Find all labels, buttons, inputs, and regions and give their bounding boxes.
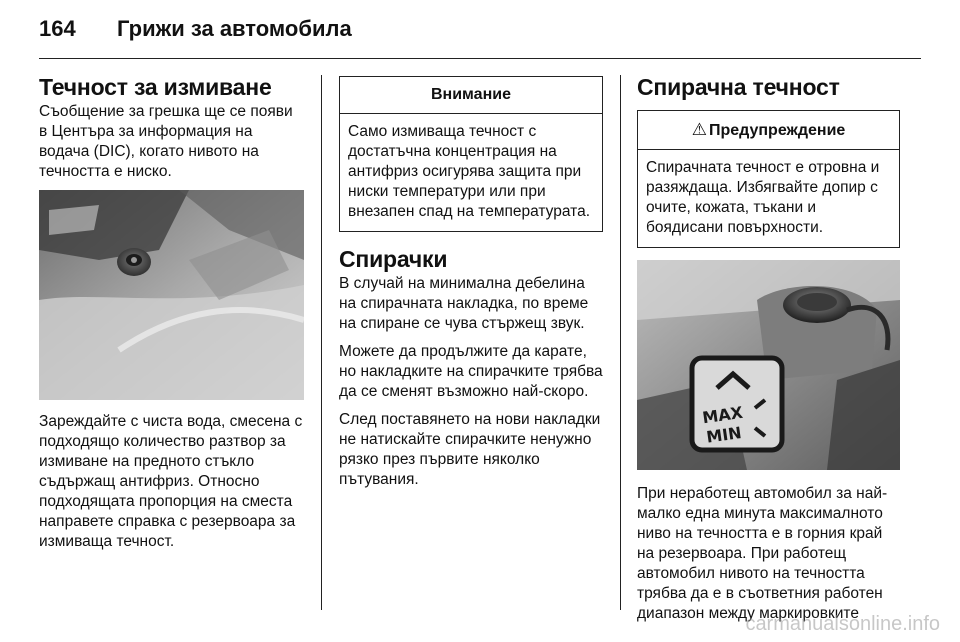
notice-title: Внимание <box>340 77 602 114</box>
brake-fluid-body: При неработещ автомобил за най-малко една минута максималното ниво на течността е в горния край на резервоара. При работещ автомобил нивото на течността трябва да е в съответния работен диапазон между маркировките <box>637 485 888 622</box>
washer-reservoir-cap-photo <box>39 190 304 400</box>
column-brake-fluid <box>637 72 900 624</box>
chapter-title: Грижи за автомобила <box>117 16 352 41</box>
washer-reservoir-photo <box>39 190 304 400</box>
column-washer-fluid <box>39 72 304 552</box>
min-label: MIN <box>705 423 743 447</box>
brakes-paragraph-2: Можете да продължите да карате, но накладките на спирачките трябва да се сменят възможно най-скоро. <box>339 343 603 400</box>
header-rule <box>39 58 921 59</box>
column-brakes <box>339 76 603 490</box>
brakes-heading: Спирачки <box>339 246 448 272</box>
washer-fluid-body: Зареждайте с чиста вода, смесена с подходящо количество разтвор за измиване на предното стъкло съдържащ антифриз. Относно подходящата пропорция на сместа направете справка с резервоара за измиваща течност. <box>39 413 303 550</box>
watermark: carmanualsonline.info <box>745 613 940 635</box>
warning-title: Предупреждение <box>708 122 846 139</box>
brake-fluid-photo <box>637 260 900 470</box>
notice-body: Само измиваща течност с достатъчна концентрация на антифриз осигурява защита при ниски температури или при внезапен спад на температурата. <box>348 123 590 220</box>
brake-fluid-reservoir-photo <box>637 260 900 470</box>
washer-fluid-heading: Течност за измиване <box>39 74 272 100</box>
washer-fluid-intro: Съобщение за грешка ще се появи в Центъра за информация на водача (DIC), когато нивото на течността е ниско. <box>39 103 293 180</box>
brake-fluid-heading: Спирачна течност <box>637 74 840 100</box>
warning-triangle-icon: ⚠ <box>691 120 707 139</box>
notice-box <box>339 76 603 232</box>
page-number: 164 <box>39 16 76 41</box>
brakes-paragraph-1: В случай на минимална дебелина на спирачната накладка, по време на спиране се чува стържещ звук. <box>339 275 589 332</box>
column-divider-1 <box>321 75 322 610</box>
page-header <box>39 16 352 50</box>
max-label: MAX <box>701 402 745 428</box>
warning-body: Спирачната течност е отровна и разяждаща. Избягвайте допир с очите, кожата, тъкани и боядисани повърхности. <box>646 159 880 236</box>
brakes-paragraph-3: След поставянето на нови накладки не натискайте спирачките ненужно рязко през първите няколко пътувания. <box>339 411 601 488</box>
warning-title-row <box>638 111 899 150</box>
column-divider-2 <box>620 75 621 610</box>
warning-box <box>637 110 900 248</box>
